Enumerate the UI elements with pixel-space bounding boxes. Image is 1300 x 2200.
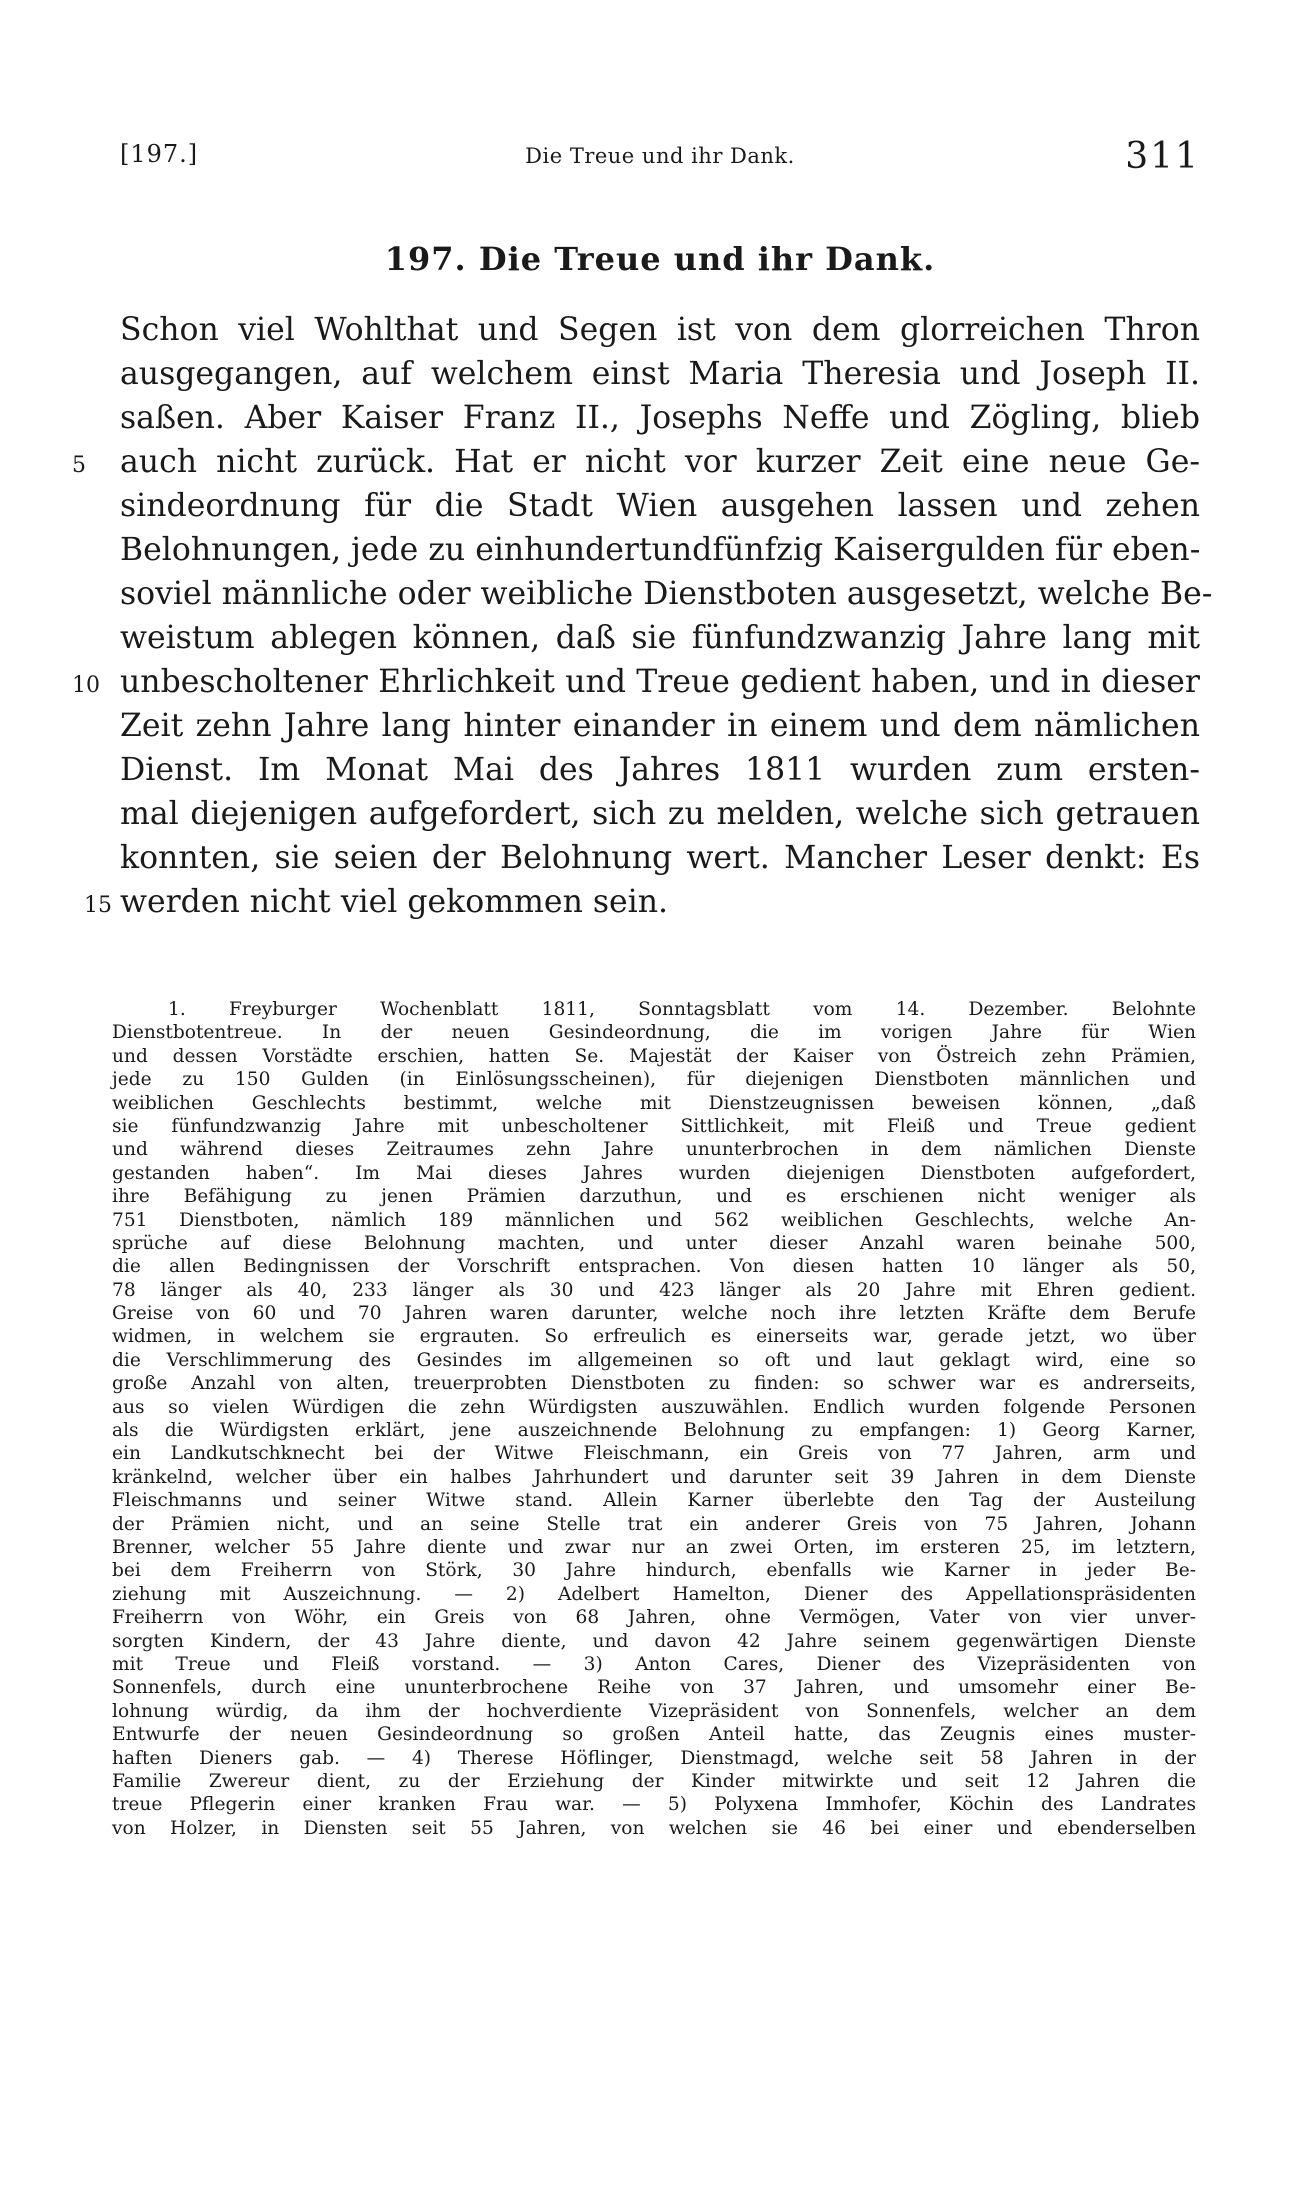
footnote-line: sprüche auf diese Belohnung machten, und unter dieser Anzahl waren beinahe 500, <box>112 1232 1196 1254</box>
footnote-line: treue Pflegerin einer kranken Frau war. — 5) Polyxena Immhofer, Köchin des Landrates <box>112 1794 1196 1816</box>
footnote-line: widmen, in welchem sie ergrauten. So erfreulich es einerseits war, gerade jetzt, wo über <box>112 1326 1196 1348</box>
footnote-line: weiblichen Geschlechts bestimmt, welche mit Dienstzeugnissen beweisen können, „daß <box>112 1092 1196 1114</box>
footnote-line: Freiherrn von Wöhr, ein Greis von 68 Jahren, ohne Vermögen, Vater von vier unver- <box>112 1607 1196 1629</box>
footnote-line: und dessen Vorstädte erschien, hatten Se. Majestät der Kaiser von Östreich zehn Prämien, <box>112 1045 1196 1067</box>
footnote-line: kränkelnd, welcher über ein halbes Jahrhundert und darunter seit 39 Jahren in dem Dienste <box>112 1466 1196 1488</box>
footnote-line: jede zu 150 Gulden (in Einlösungsscheinen), für diejenigen Dienstboten männlichen und <box>112 1069 1196 1091</box>
line-text: Schon viel Wohlthat und Segen ist von dem glorreichen Thron <box>120 312 1200 348</box>
footnote-line: 78 länger als 40, 233 länger als 30 und 423 länger als 20 Jahre mit Ehren gedient. <box>112 1279 1196 1301</box>
footnote-line: der Prämien nicht, und an seine Stelle trat ein anderer Greis von 75 Jahren, Johann <box>112 1513 1196 1535</box>
line-text: sindeordnung für die Stadt Wien ausgehen lassen und zehen <box>120 488 1200 524</box>
line-number: 15 <box>84 893 112 918</box>
line-text: mal diejenigen aufgefordert, sich zu melden, welche sich getrauen <box>120 796 1200 832</box>
text-line <box>72 440 1200 484</box>
running-title: Die Treue und ihr Dank. <box>525 144 795 168</box>
section-reference: [197.] <box>120 140 199 168</box>
footnote-line: große Anzahl von alten, treuerprobten Dienstboten zu finden: so schwer war es andrerseits, <box>112 1373 1196 1395</box>
footnote-line: 751 Dienstboten, nämlich 189 männlichen und 562 weiblichen Geschlechts, welche An- <box>112 1209 1196 1231</box>
footnote-line: lohnung würdig, da ihm der hochverdiente Vizepräsident von Sonnenfels, welcher an dem <box>112 1700 1196 1722</box>
chapter-title: 197. Die Treue und ihr Dank. <box>384 240 936 278</box>
footnote-line: Dienstbotentreue. In der neuen Gesindeordnung, die im vorigen Jahre für Wien <box>112 1022 1196 1044</box>
text-line <box>120 792 1200 836</box>
text-line <box>120 616 1200 660</box>
line-number: 10 <box>72 673 100 698</box>
footnote-line: als die Würdigsten erklärt, jene auszeichnende Belohnung zu empfangen: 1) Georg Karner, <box>112 1420 1196 1442</box>
footnote-block <box>112 998 1196 1840</box>
page-header <box>120 136 1200 190</box>
footnote-line: gestanden haben“. Im Mai dieses Jahres wurden diejenigen Dienstboten aufgefordert, <box>112 1162 1196 1184</box>
footnote-line: aus so vielen Würdigen die zehn Würdigsten auszuwählen. Endlich wurden folgende Personen <box>112 1396 1196 1418</box>
line-text: Zeit zehn Jahre lang hinter einander in einem und dem nämlichen <box>120 708 1200 744</box>
footnote-line: sie fünfundzwanzig Jahre mit unbescholtener Sittlichkeit, mit Fleiß und Treue gedient <box>112 1115 1196 1137</box>
line-text: unbescholtener Ehrlichkeit und Treue gedient haben, und in dieser <box>120 664 1200 700</box>
footnote-line: ihre Befähigung zu jenen Prämien darzuthun, und es erschienen nicht weniger als <box>112 1186 1196 1208</box>
footnote-line: Brenner, welcher 55 Jahre diente und zwar nur an zwei Orten, im ersteren 25, im letztern, <box>112 1536 1196 1558</box>
text-line <box>120 484 1200 528</box>
line-text: Belohnungen, jede zu einhundertundfünfzig Kaisergulden für eben- <box>120 532 1201 568</box>
footnote-line: mit Treue und Fleiß vorstand. — 3) Anton Cares, Diener des Vizepräsidenten von <box>112 1653 1196 1675</box>
line-text: saßen. Aber Kaiser Franz II., Josephs Neffe und Zögling, blieb <box>120 400 1200 436</box>
text-line <box>120 836 1200 880</box>
main-text <box>72 308 1213 924</box>
footnote-line: 1. Freyburger Wochenblatt 1811, Sonntagsblatt vom 14. Dezember. Belohnte <box>168 999 1196 1020</box>
line-text: auch nicht zurück. Hat er nicht vor kurzer Zeit eine neue Ge- <box>120 444 1200 480</box>
footnote-line: sorgten Kindern, der 43 Jahre diente, und davon 42 Jahre seinem gegenwärtigen Dienste <box>112 1630 1196 1652</box>
line-text: soviel männliche oder weibliche Dienstboten ausgesetzt, welche Be- <box>120 576 1213 612</box>
footnote-line: bei dem Freiherrn von Störk, 30 Jahre hindurch, ebenfalls wie Karner in jeder Be- <box>112 1560 1196 1582</box>
page-number: 311 <box>1125 136 1200 177</box>
footnote-line: Entwurfe der neuen Gesindeordnung so großen Anteil hatte, das Zeugnis eines muster- <box>112 1724 1196 1746</box>
footnote-line: die allen Bedingnissen der Vorschrift entsprachen. Von diesen hatten 10 länger als 50, <box>112 1256 1196 1278</box>
text-line <box>120 352 1200 396</box>
line-number: 5 <box>72 453 86 478</box>
text-line <box>120 396 1200 440</box>
text-line <box>120 528 1200 572</box>
text-line <box>120 704 1200 748</box>
footnote-line: und während dieses Zeitraumes zehn Jahre ununterbrochen in dem nämlichen Dienste <box>112 1139 1196 1161</box>
footnote-line: von Holzer, in Diensten seit 55 Jahren, von welchen sie 46 bei einer und ebenderselben <box>112 1817 1196 1839</box>
footnote-line: Sonnenfels, durch eine ununterbrochene Reihe von 37 Jahren, und umsomehr einer Be- <box>112 1677 1196 1699</box>
footnote-line: ziehung mit Auszeichnung. — 2) Adelbert Hamelton, Diener des Appellationspräsidenten <box>112 1583 1196 1605</box>
text-line <box>72 660 1200 704</box>
line-text: Dienst. Im Monat Mai des Jahres 1811 wurden zum ersten- <box>120 752 1200 788</box>
footnote-line: Familie Zwereur dient, zu der Erziehung der Kinder mitwirkte und seit 12 Jahren die <box>112 1770 1196 1792</box>
footnote-line: Fleischmanns und seiner Witwe stand. Allein Karner überlebte den Tag der Austeilung <box>112 1490 1196 1512</box>
line-text: ausgegangen, auf welchem einst Maria Theresia und Joseph II. <box>120 356 1200 392</box>
text-line <box>120 572 1213 616</box>
text-line <box>120 748 1200 792</box>
footnote-line: ein Landkutschknecht bei der Witwe Fleischmann, ein Greis von 77 Jahren, arm und <box>112 1443 1196 1465</box>
footnote-line: die Verschlimmerung des Gesindes im allgemeinen so oft und laut geklagt wird, eine so <box>112 1349 1196 1371</box>
footnote-line: haften Dieners gab. — 4) Therese Höflinger, Dienstmagd, welche seit 58 Jahren in der <box>112 1747 1196 1769</box>
text-line <box>84 880 1200 924</box>
footnote-line: Greise von 60 und 70 Jahren waren darunter, welche noch ihre letzten Kräfte dem Berufe <box>112 1303 1196 1325</box>
text-line <box>120 308 1200 352</box>
line-text: werden nicht viel gekommen sein. <box>120 884 669 920</box>
line-text: weistum ablegen können, daß sie fünfundzwanzig Jahre lang mit <box>120 620 1200 656</box>
line-text: konnten, sie seien der Belohnung wert. Mancher Leser denkt: Es <box>120 840 1200 876</box>
